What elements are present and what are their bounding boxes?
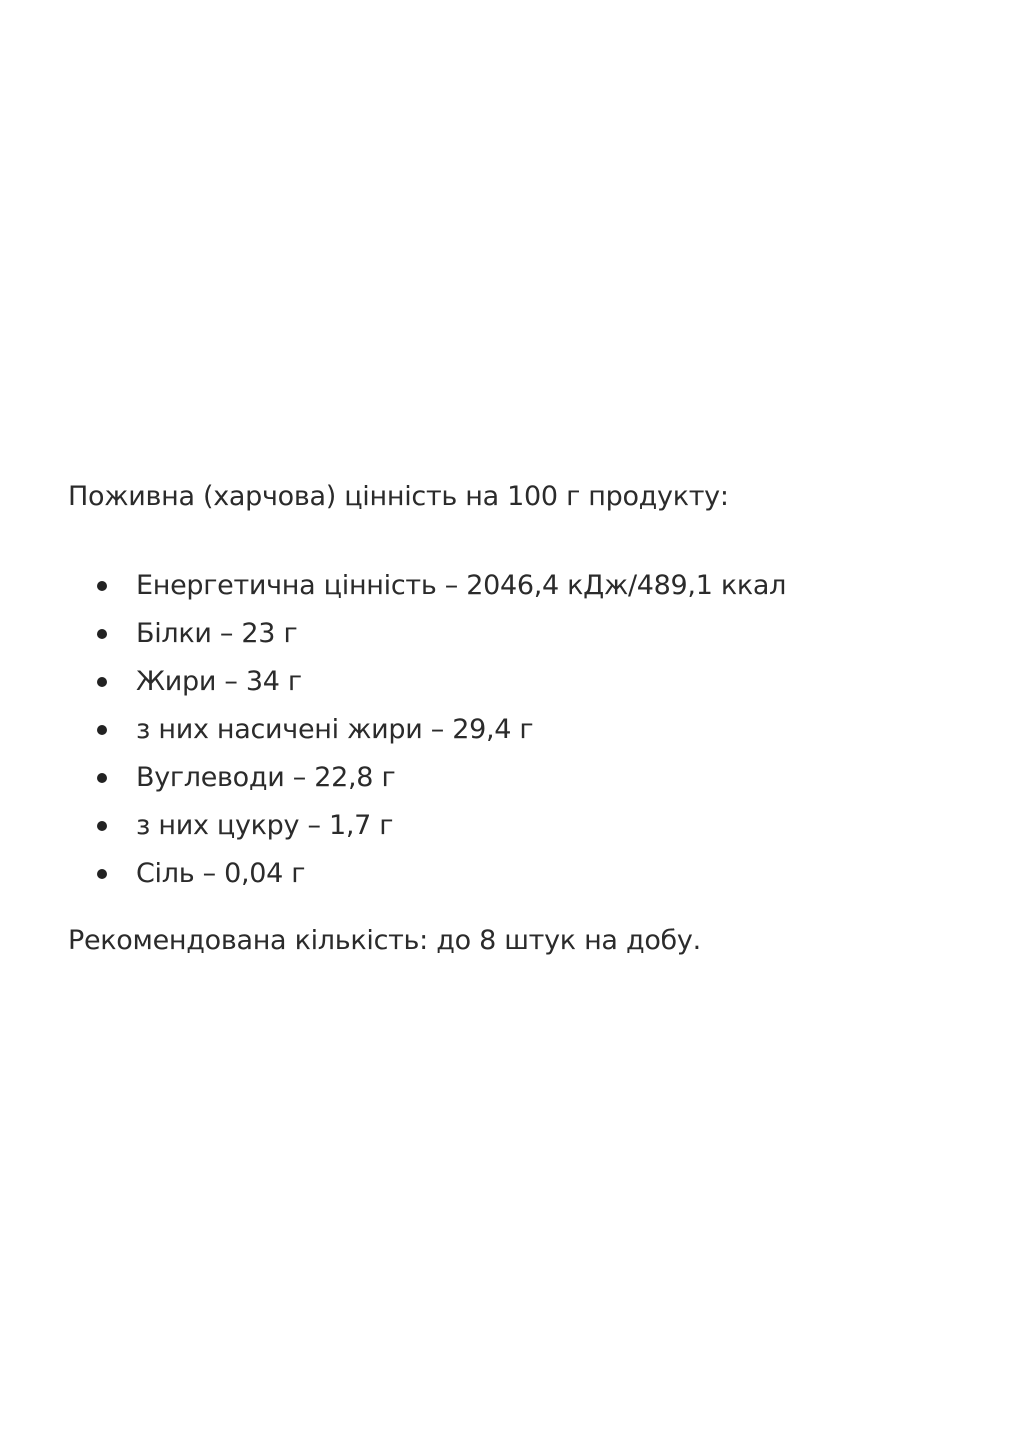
nutrition-info — [68, 472, 968, 966]
nutrient-label: Енергетична цінність – 2046,4 кДж/489,1 ккал — [136, 570, 787, 601]
recommended-amount: Рекомендована кількість: до 8 штук на добу. — [68, 925, 701, 956]
list-item — [68, 610, 968, 658]
bullet-icon — [97, 869, 107, 879]
bullet-icon — [97, 629, 107, 639]
list-item — [68, 754, 968, 802]
nutrient-label: Білки – 23 г — [136, 618, 298, 649]
bullet-icon — [97, 821, 107, 831]
nutrient-label: Сіль – 0,04 г — [136, 858, 306, 889]
bullet-icon — [97, 725, 107, 735]
nutrient-list — [68, 562, 968, 898]
nutrient-label: з них насичені жири – 29,4 г — [136, 714, 534, 745]
nutrition-intro: Поживна (харчова) цінність на 100 г продукту: — [68, 481, 729, 512]
list-item — [68, 658, 968, 706]
nutrient-label: Жири – 34 г — [136, 666, 302, 697]
nutrient-label: Вуглеводи – 22,8 г — [136, 762, 396, 793]
list-item — [68, 850, 968, 898]
list-item — [68, 562, 968, 610]
bullet-icon — [97, 581, 107, 591]
nutrient-label: з них цукру – 1,7 г — [136, 810, 394, 841]
list-item — [68, 802, 968, 850]
bullet-icon — [97, 773, 107, 783]
bullet-icon — [97, 677, 107, 687]
list-item — [68, 706, 968, 754]
